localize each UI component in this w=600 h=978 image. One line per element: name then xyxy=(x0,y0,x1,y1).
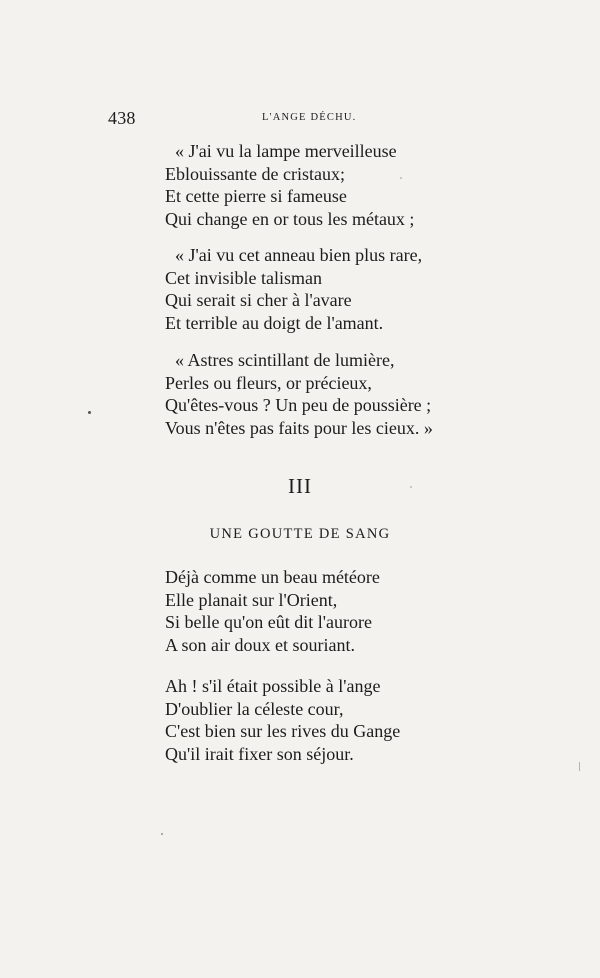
verse-line: Et terrible au doigt de l'amant. xyxy=(165,312,384,333)
verse-line: Cet invisible talisman xyxy=(165,267,322,288)
verse-line: A son air doux et souriant. xyxy=(165,634,355,655)
running-title: L'ANGE DÉCHU. xyxy=(262,112,357,123)
verse-line: Qu'il irait fixer son séjour. xyxy=(165,743,354,764)
verse-line: Elle planait sur l'Orient, xyxy=(165,589,338,610)
verse-line: Déjà comme un beau météore xyxy=(165,567,380,587)
verse-line: Vous n'êtes pas faits pour les cieux. » xyxy=(165,417,433,438)
verse-line: C'est bien sur les rives du Gange xyxy=(165,721,401,742)
verse-line: Si belle qu'on eût dit l'aurore xyxy=(165,612,372,633)
stanza xyxy=(165,675,400,765)
section-numeral: III xyxy=(288,474,312,498)
verse-line: « Astres scintillant de lumière, xyxy=(175,350,395,370)
verse-line: Qui change en or tous les métaux ; xyxy=(165,208,415,229)
verse-line: Perles ou fleurs, or précieux, xyxy=(165,372,372,393)
ink-speck xyxy=(88,411,91,414)
verse-line: « J'ai vu cet anneau bien plus rare, xyxy=(175,245,423,265)
stanza xyxy=(165,244,422,334)
stanza xyxy=(165,566,380,656)
verse-line: Et cette pierre si fameuse xyxy=(165,186,347,207)
page-number: 438 xyxy=(108,108,136,128)
ink-speck xyxy=(400,177,402,179)
ink-speck xyxy=(161,833,163,835)
ink-speck xyxy=(579,762,580,771)
verse-line: Ah ! s'il était possible à l'ange xyxy=(165,676,381,696)
verse-line: D'oublier la céleste cour, xyxy=(165,698,344,719)
ink-speck xyxy=(410,486,412,488)
verse-line: Qui serait si cher à l'avare xyxy=(165,290,352,311)
stanza xyxy=(165,349,433,439)
verse-line: Eblouissante de cristaux; xyxy=(165,163,345,184)
stanza xyxy=(165,140,414,230)
section-title: UNE GOUTTE DE SANG xyxy=(209,526,391,542)
verse-line: Qu'êtes-vous ? Un peu de poussière ; xyxy=(165,395,432,416)
verse-line: « J'ai vu la lampe merveilleuse xyxy=(175,141,397,161)
